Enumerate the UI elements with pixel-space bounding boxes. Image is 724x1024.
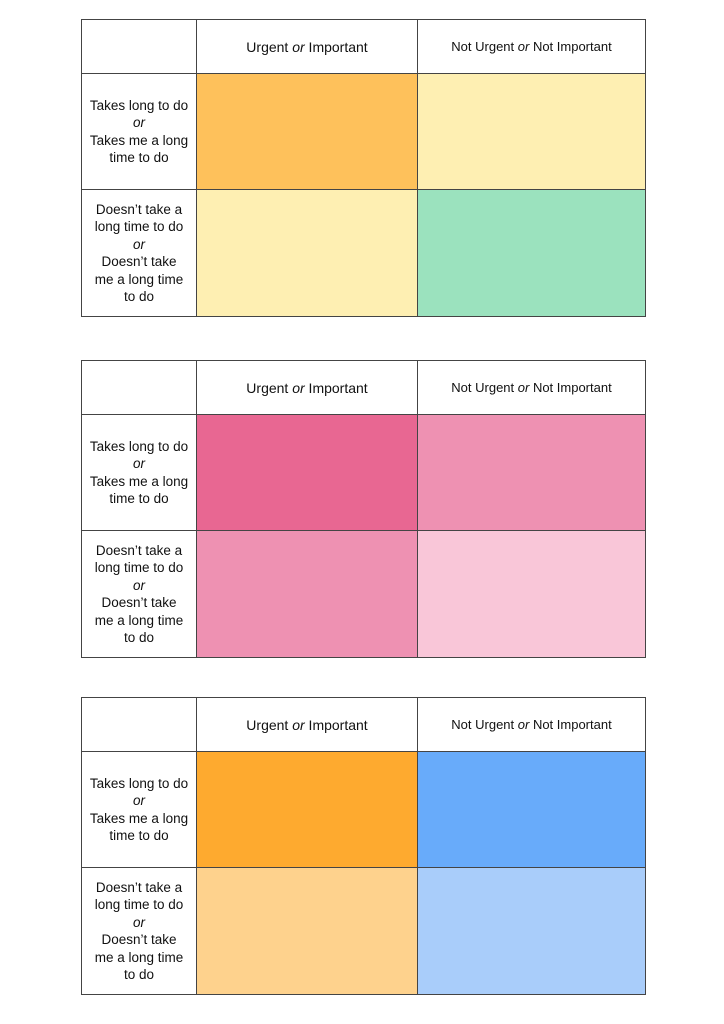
quadrant-top-left: [197, 74, 418, 190]
row-label-line: Doesn’t take: [101, 254, 177, 269]
quadrant-top-right: [418, 74, 646, 190]
quadrant-bottom-right: [418, 190, 646, 317]
row-label-line: Doesn’t take a: [95, 879, 183, 895]
header-word: Not Urgent: [451, 380, 518, 395]
header-urgent-or-important: [197, 361, 418, 415]
header-word: Not Important: [529, 39, 612, 54]
header-word: Not Urgent: [451, 39, 518, 54]
header-text: [246, 39, 367, 55]
matrix-1: [81, 19, 646, 317]
header-word: Not Important: [529, 717, 612, 732]
row-label-or: or: [132, 236, 145, 252]
header-text: [246, 380, 367, 396]
row-label-line: to do: [123, 630, 155, 645]
row-label-doesnt-take-long: [82, 868, 197, 995]
row-label-takes-long: [82, 74, 197, 190]
row-label-takes-long: [82, 752, 197, 868]
quadrant-top-left: [197, 752, 418, 868]
matrix-3: [81, 697, 646, 995]
row-label-line: me a long time: [94, 612, 184, 628]
row-label-line: Takes me a long: [89, 473, 189, 489]
row-label-line: Takes long to do: [89, 97, 189, 113]
quadrant-bottom-left: [197, 531, 418, 658]
row-label-line: Takes long to do: [89, 775, 189, 791]
header-word: Not Urgent: [451, 717, 518, 732]
header-word: Important: [304, 38, 368, 55]
header-or: or: [517, 717, 530, 732]
row-label-line: Doesn’t take: [101, 595, 177, 610]
row-label-line: to do: [123, 289, 155, 304]
row-label-line: me a long time: [94, 271, 184, 287]
quadrant-bottom-left: [197, 868, 418, 995]
header-or: or: [517, 39, 530, 54]
row-label-line: time to do: [109, 150, 169, 165]
header-word: Urgent: [246, 379, 293, 396]
corner-cell: [82, 20, 197, 74]
row-label-line: Doesn’t take a: [95, 201, 183, 217]
row-label-or: or: [132, 914, 145, 930]
row-label-line: me a long time: [94, 949, 184, 965]
row-label-line: Doesn’t take: [101, 932, 177, 947]
row-label-line: long time to do: [94, 219, 184, 234]
row-label-doesnt-take-long: [82, 190, 197, 317]
quadrant-bottom-right: [418, 868, 646, 995]
header-urgent-or-important: [197, 20, 418, 74]
quadrant-top-left: [197, 415, 418, 531]
row-label-line: Doesn’t take a: [95, 542, 183, 558]
header-not-urgent-or-not-important: [418, 361, 646, 415]
header-urgent-or-important: [197, 698, 418, 752]
header-word: Important: [304, 716, 368, 733]
header-text: [451, 39, 611, 54]
header-word: Urgent: [246, 716, 293, 733]
row-label-line: to do: [123, 967, 155, 982]
matrix-2: [81, 360, 646, 658]
quadrant-bottom-right: [418, 531, 646, 658]
header-not-urgent-or-not-important: [418, 698, 646, 752]
corner-cell: [82, 698, 197, 752]
header-word: Not Important: [529, 380, 612, 395]
header-text: [451, 380, 611, 395]
row-label-or: or: [132, 456, 145, 471]
quadrant-top-right: [418, 752, 646, 868]
row-label-or: or: [132, 793, 145, 808]
row-label-line: long time to do: [94, 560, 184, 575]
row-label-or: or: [132, 577, 145, 593]
row-label-or: or: [132, 115, 145, 130]
row-label-line: long time to do: [94, 897, 184, 912]
header-word: Urgent: [246, 38, 293, 55]
row-label-doesnt-take-long: [82, 531, 197, 658]
row-label-line: Takes long to do: [89, 438, 189, 454]
header-or: or: [517, 380, 530, 395]
header-not-urgent-or-not-important: [418, 20, 646, 74]
row-label-line: Takes me a long: [89, 810, 189, 826]
header-text: [246, 717, 367, 733]
header-or: or: [292, 716, 305, 733]
header-text: [451, 717, 611, 732]
header-word: Important: [304, 379, 368, 396]
row-label-takes-long: [82, 415, 197, 531]
quadrant-bottom-left: [197, 190, 418, 317]
header-or: or: [292, 379, 305, 396]
row-label-line: Takes me a long: [89, 132, 189, 148]
row-label-line: time to do: [109, 491, 169, 506]
row-label-line: time to do: [109, 828, 169, 843]
header-or: or: [292, 38, 305, 55]
quadrant-top-right: [418, 415, 646, 531]
corner-cell: [82, 361, 197, 415]
